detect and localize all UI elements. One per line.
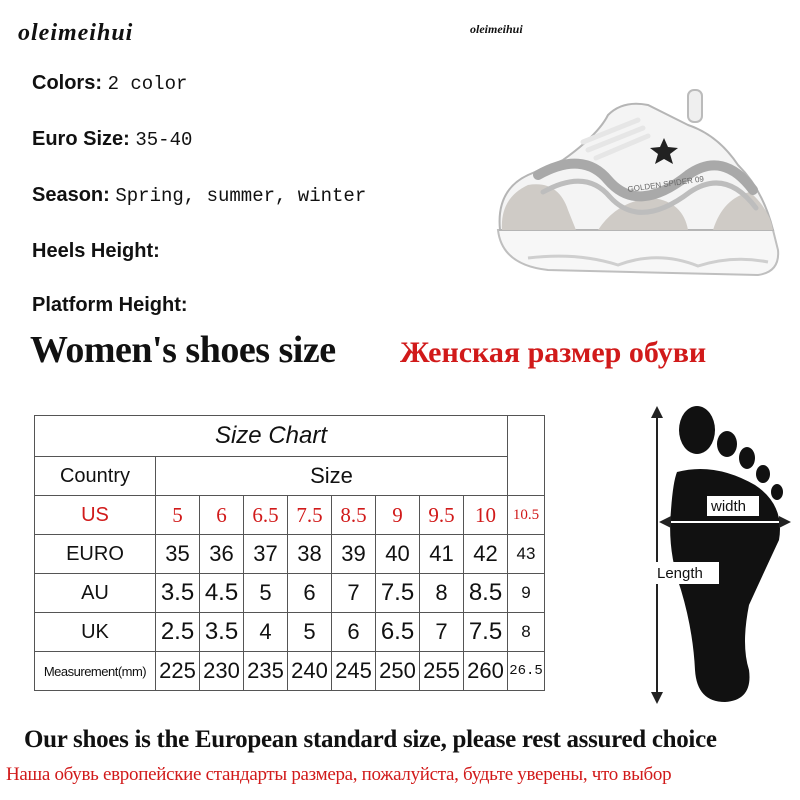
table-cell: 230: [200, 652, 244, 691]
table-cell: 5: [156, 496, 200, 535]
table-row: [35, 416, 545, 457]
length-label: Length: [657, 565, 703, 582]
table-cell: 39: [332, 535, 376, 574]
table-row-au: [35, 574, 545, 613]
table-cell: 250: [376, 652, 420, 691]
heading-english: Women's shoes size: [30, 329, 336, 371]
table-cell: 235: [244, 652, 288, 691]
table-cell-extra: 10.5: [508, 496, 545, 535]
table-cell: 6.5: [244, 496, 288, 535]
brand-watermark: oleimeihui: [470, 22, 523, 36]
table-cell: 10: [464, 496, 508, 535]
table-cell: 225: [156, 652, 200, 691]
row-label: US: [35, 496, 156, 535]
table-cell: 9.5: [420, 496, 464, 535]
spec-label: Heels Height:: [32, 240, 160, 262]
note-english: Our shoes is the European standard size, please rest assured choice: [24, 726, 717, 753]
size-chart-caption: Size Chart: [35, 416, 508, 457]
table-cell: 36: [200, 535, 244, 574]
table-cell: 7.5: [376, 574, 420, 613]
note-russian: Наша обувь европейские стандарты размера, пожалуйста, будьте уверены, что выбор: [6, 764, 672, 785]
spec-label: Euro Size:: [32, 128, 130, 150]
size-header: Size: [156, 457, 508, 496]
spec-colors: [32, 72, 187, 95]
spec-platform-height: [32, 294, 188, 317]
row-label: Measurement(mm): [35, 652, 156, 691]
table-cell: 7.5: [288, 496, 332, 535]
table-cell-extra: 9: [508, 574, 545, 613]
table-cell-extra: 8: [508, 613, 545, 652]
extra-column-header: [508, 416, 545, 496]
spec-value: 2 color: [107, 73, 188, 95]
table-cell: 245: [332, 652, 376, 691]
table-cell: 5: [288, 613, 332, 652]
table-cell: 6: [200, 496, 244, 535]
spec-value: 35-40: [135, 129, 193, 151]
spec-label: Colors:: [32, 72, 102, 94]
table-cell: 8.5: [332, 496, 376, 535]
country-header: Country: [35, 457, 156, 496]
size-chart-table: [34, 415, 545, 691]
heading-russian: Женская размер обуви: [400, 336, 707, 369]
table-row-euro: [35, 535, 545, 574]
spec-season: [32, 184, 366, 207]
table-cell: 41: [420, 535, 464, 574]
table-cell: 7.5: [464, 613, 508, 652]
table-cell: 4: [244, 613, 288, 652]
table-row-uk: [35, 613, 545, 652]
table-cell: 7: [332, 574, 376, 613]
table-cell: 7: [420, 613, 464, 652]
table-cell: 35: [156, 535, 200, 574]
table-cell: 6: [332, 613, 376, 652]
table-cell: 2.5: [156, 613, 200, 652]
row-label: UK: [35, 613, 156, 652]
spec-euro-size: [32, 128, 192, 151]
table-row: [35, 457, 545, 496]
row-label: AU: [35, 574, 156, 613]
spec-label: Season:: [32, 184, 110, 206]
table-cell: 40: [376, 535, 420, 574]
spec-heels-height: [32, 240, 160, 263]
table-cell: 255: [420, 652, 464, 691]
table-cell: 9: [376, 496, 420, 535]
table-cell-extra: 26.5: [508, 652, 545, 691]
table-row-us: [35, 496, 545, 535]
table-cell: 3.5: [156, 574, 200, 613]
table-cell: 8.5: [464, 574, 508, 613]
table-cell-extra: 43: [508, 535, 545, 574]
table-cell: 38: [288, 535, 332, 574]
table-cell: 6: [288, 574, 332, 613]
table-cell: 6.5: [376, 613, 420, 652]
spec-value: Spring, summer, winter: [115, 185, 367, 207]
table-cell: 4.5: [200, 574, 244, 613]
table-cell: 37: [244, 535, 288, 574]
sneaker-image: [488, 80, 788, 300]
table-row-measurement: [35, 652, 545, 691]
table-cell: 42: [464, 535, 508, 574]
brand-logo: oleimeihui: [18, 20, 134, 46]
table-cell: 3.5: [200, 613, 244, 652]
table-cell: 8: [420, 574, 464, 613]
foot-diagram: [645, 400, 795, 710]
sneaker-brand-text: GOLDEN SPIDER 09: [627, 174, 705, 194]
row-label: EURO: [35, 535, 156, 574]
spec-label: Platform Height:: [32, 294, 188, 316]
width-label: width: [711, 498, 747, 515]
table-cell: 240: [288, 652, 332, 691]
table-cell: 260: [464, 652, 508, 691]
table-cell: 5: [244, 574, 288, 613]
